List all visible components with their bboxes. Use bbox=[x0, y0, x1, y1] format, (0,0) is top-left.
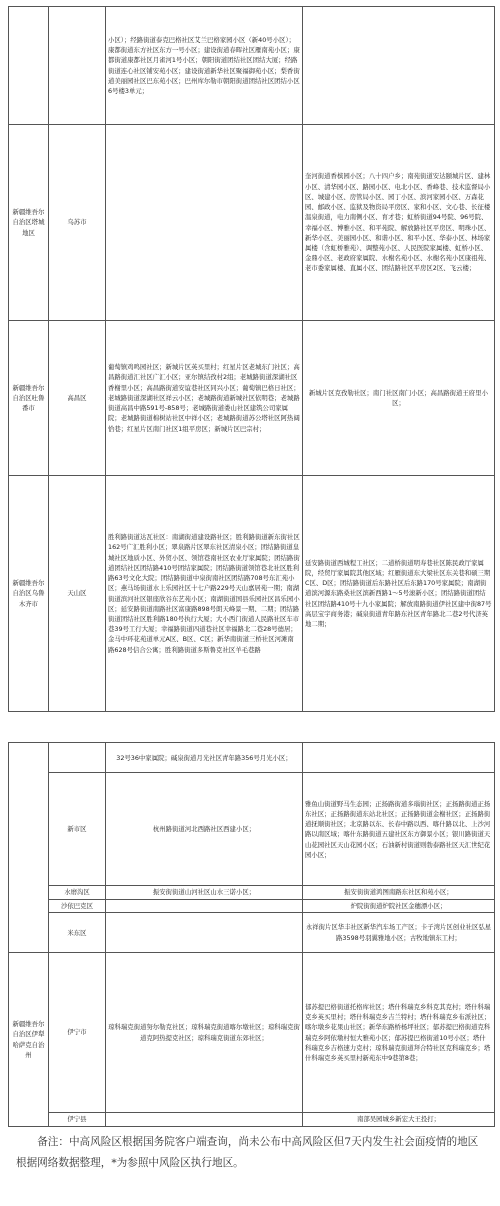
city-cell bbox=[49, 743, 106, 773]
table-row bbox=[9, 7, 495, 125]
mid-risk-cell: 郁苏提巴格街道托格库社区；塔什科瑞克乡科克其克村；塔什科瑞克乡英买里村；塔什科瑞克乡吉兰特村；塔什科瑞克乡布派社区；喀尔墩乡花果山社区；新华东路桥杨坪社区；郁苏提巴格街道克科瑞克乡阿依墩村恒大雅苑小区；郁苏提巴格街道10号小区；塔什科瑞克乡吉格速力克村；琼科瑞克街道拜合特社区克科瑞克乡；塔什科瑞克乡英买里村新苑东中9巷第8巷； bbox=[303, 953, 495, 1112]
footnote: 备注：中高风险区根据国务院客户端查询，尚未公布中高风险区但7天内发生社会面疫情的地区根据网络数据整理，*为参照中风险区执行地区。 bbox=[16, 1136, 479, 1169]
table-row bbox=[9, 476, 495, 712]
high-risk-cell: 葡萄镇鸡鸣园社区；新城片区英买里村；红星片区老城东门社区；高昌路街道汇社区广汇小区；亚尔镇结孜村2组；老城路街道深湖社区香榭里小区；高昌路街道安谊巷社区同兴小区；葡萄镇巴格日社区；老城路街道深湖社区祥云小区；老城路街道新城社区依明巷；老城路街道高昌中路591号-858号；老城路街道娄山社区建筑公司家属院；老城路街道棉树站社区中祥小区；老城路街道苏公塔社区阿热阔恰巷；红星片区南门社区1组平房区；新城片区巴宗村； bbox=[106, 321, 303, 476]
mid-risk-cell: 奎河街道香槟园小区；八十四户乡；南苑街道安达颐城片区、建林小区、清华园小区、路园小区、电北小区、香峰巷、技术监督局小区、城建小区、房管局小区、园丁小区、滨河家园小区、万森花园、邮政小区、监狱及物资局平房区、家和小区、文心巷、长征楼温泉街道，电力南侧小区、育才巷；虹桥街道94号院、96号院、幸福小区、博雅小区、和平苑院、解放路社区平房区、明珠小区、新华小区、美丽园小区、和谐小区、和平小区、华泰小区、林场家属楼（含虹桥雅苑）、调整苑小区、人民医院家属楼、虹桥小区、金鼎小区、老政府家属院、水榭名苑小区、水榭名苑小区康祖苑、老市委家属楼、直属小区、团结路社区平房区2区、飞云楼； bbox=[303, 125, 495, 321]
high-risk-cell: 胜利路街道达瓦社区：南湖街道建设路社区；胜利路街道新东街社区162号广汇胜利小区；翠泉路片区翠东社区清泉小区；团结路街道皇城社区地质小区、外贸小区、领馆巷南社区农业厅家属院；团结路街道团结社区团结路410号团结家属院；团结路街道领馆巷北社区胜利路63号文化大院；团结路街道中泉街南社区团结路708号东汇苑小区；燕马场街道水上乐园社区十七户路229号天山嘉居苑一期；南湖街道滨河社区银座欣谷东艺苑小区；南湖街道国县乐园社区昌乐园小区；延安路街道南路社区富康路898号朗天峰景一期、二期；团结路街道团结社区胜利路180号执行大厦；大小西门街道人民路社区车市巷39号工行大厦；幸福路街道四道巷社区幸福路北二巷28号德居；金马中环花苑道单元A区、B区、C区；新华南街道三桥社区河滩南路628号信合公寓；胜利路街道多斯鲁克社区羊毛巷路 bbox=[106, 476, 303, 712]
city-cell: 沙依巴克区 bbox=[49, 899, 106, 912]
table-row bbox=[9, 899, 495, 912]
table-row bbox=[9, 743, 495, 773]
region-cell: 新疆维吾尔自治区伊犁哈萨克自治州 bbox=[9, 953, 49, 1127]
table-row bbox=[9, 1112, 495, 1126]
city-cell: 米东区 bbox=[49, 912, 106, 952]
mid-risk-cell bbox=[303, 743, 495, 773]
high-risk-cell: 杭州路街道河北西路社区西建小区； bbox=[106, 773, 303, 886]
table-row bbox=[9, 953, 495, 1112]
mid-risk-cell: 延安路街道西城程工社区；二道桥街道明寿巷社区陈民政厅家属院，经贸厅家属院其他区域；红雁街道东大梁社区东关巷和硕三期C区、D区；团结路街道后东路社区后东路170号家属院；南湖街道滨河源东路桑社区滨新西路1～5号滚新小区；团结路街道团结社区团结路410号十九小家属院；解放南路街道伊社区建中街87号高层宝宇商务港；碱泉街道青年路东社区青年路北二巷2号代济英地二期； bbox=[303, 476, 495, 712]
region-cell bbox=[9, 7, 49, 125]
city-cell: 伊宁市 bbox=[49, 953, 106, 1112]
city-cell: 水磨沟区 bbox=[49, 886, 106, 899]
high-risk-cell: 琼科瑞克街道努尔勒克社区；琼科瑞克街道喀尔墩社区；琼科瑞克街道克阿热提克社区；琼科瑞克街道东郊社区； bbox=[106, 953, 303, 1112]
table-row bbox=[9, 773, 495, 886]
high-risk-cell bbox=[106, 1112, 303, 1126]
high-risk-cell bbox=[106, 899, 303, 912]
region-cell bbox=[9, 743, 49, 953]
high-risk-cell bbox=[106, 912, 303, 952]
table-row bbox=[9, 886, 495, 899]
city-cell: 天山区 bbox=[49, 476, 106, 712]
city-cell: 伊宁县 bbox=[49, 1112, 106, 1126]
region-cell: 新疆维吾尔自治区吐鲁番市 bbox=[9, 321, 49, 476]
region-cell: 新疆维吾尔自治区乌鲁木齐市 bbox=[9, 476, 49, 712]
city-cell: 乌苏市 bbox=[49, 125, 106, 321]
city-cell: 新市区 bbox=[49, 773, 106, 886]
mid-risk-cell: 炉院街街道炉院社区金穗漂小区； bbox=[303, 899, 495, 912]
mid-risk-cell: 新城片区克孜勒社区；南门社区南门小区；高昌路街道王府里小区； bbox=[303, 321, 495, 476]
city-cell: 高昌区 bbox=[49, 321, 106, 476]
risk-table-part-2 bbox=[8, 742, 495, 1127]
high-risk-cell bbox=[106, 125, 303, 321]
mid-risk-cell: 南部吴园城乡新宏大王投打； bbox=[303, 1112, 495, 1126]
mid-risk-cell: 永祥街片区华丰社区新华汽车场工产区；卡子湾片区创业社区弘星路3598号羽翼雅地小区；古牧地镇东工村； bbox=[303, 912, 495, 952]
high-risk-cell: 小区）；经路街道泰克巴格社区艾兰巴格家园小区（新40号小区）；康都街道东方社区东方一号小区；建设街道春晖社区雁南苑小区；康都街道康都社区月雀河1号小区；朝阳街道团结社区团结大厦；经路街道连心社区铺安苑小区；建设街道新华社区聚福御苑小区；梨香街道美丽园社区巴东苑小区；巴州库尔勒市朝阳街道团结社区团结小区6号楼3单元； bbox=[106, 7, 303, 125]
table-row bbox=[9, 321, 495, 476]
risk-table-part-1 bbox=[8, 6, 495, 712]
region-cell: 新疆维吾尔自治区塔城地区 bbox=[9, 125, 49, 321]
mid-risk-cell bbox=[303, 7, 495, 125]
city-cell bbox=[49, 7, 106, 125]
table-row bbox=[9, 912, 495, 952]
high-risk-cell: 32号36中家属院；碱泉街道月光社区青年路356号月光小区； bbox=[106, 743, 303, 773]
mid-risk-cell: 雅鱼山街道野马生态园；正扬路街道多瑙街社区；正扬路街道正扬东社区；正扬路街道东站北社区；正扬路街道金榭社区；正扬路街道抚顺街社区；北京路以东、长春中路以西、喀什路以北、上沙河路以南区域；喀什东路街道五建社区东方御景小区；银川路街道天山花园社区天山花园小区；石油新村街道则勃泰路社区天汇世纪花园小区； bbox=[303, 773, 495, 886]
table-row bbox=[9, 125, 495, 321]
mid-risk-cell: 振安街街道鸿图南路东社区和苑小区； bbox=[303, 886, 495, 899]
high-risk-cell: 振安街街道山河社区山水三诺小区； bbox=[106, 886, 303, 899]
